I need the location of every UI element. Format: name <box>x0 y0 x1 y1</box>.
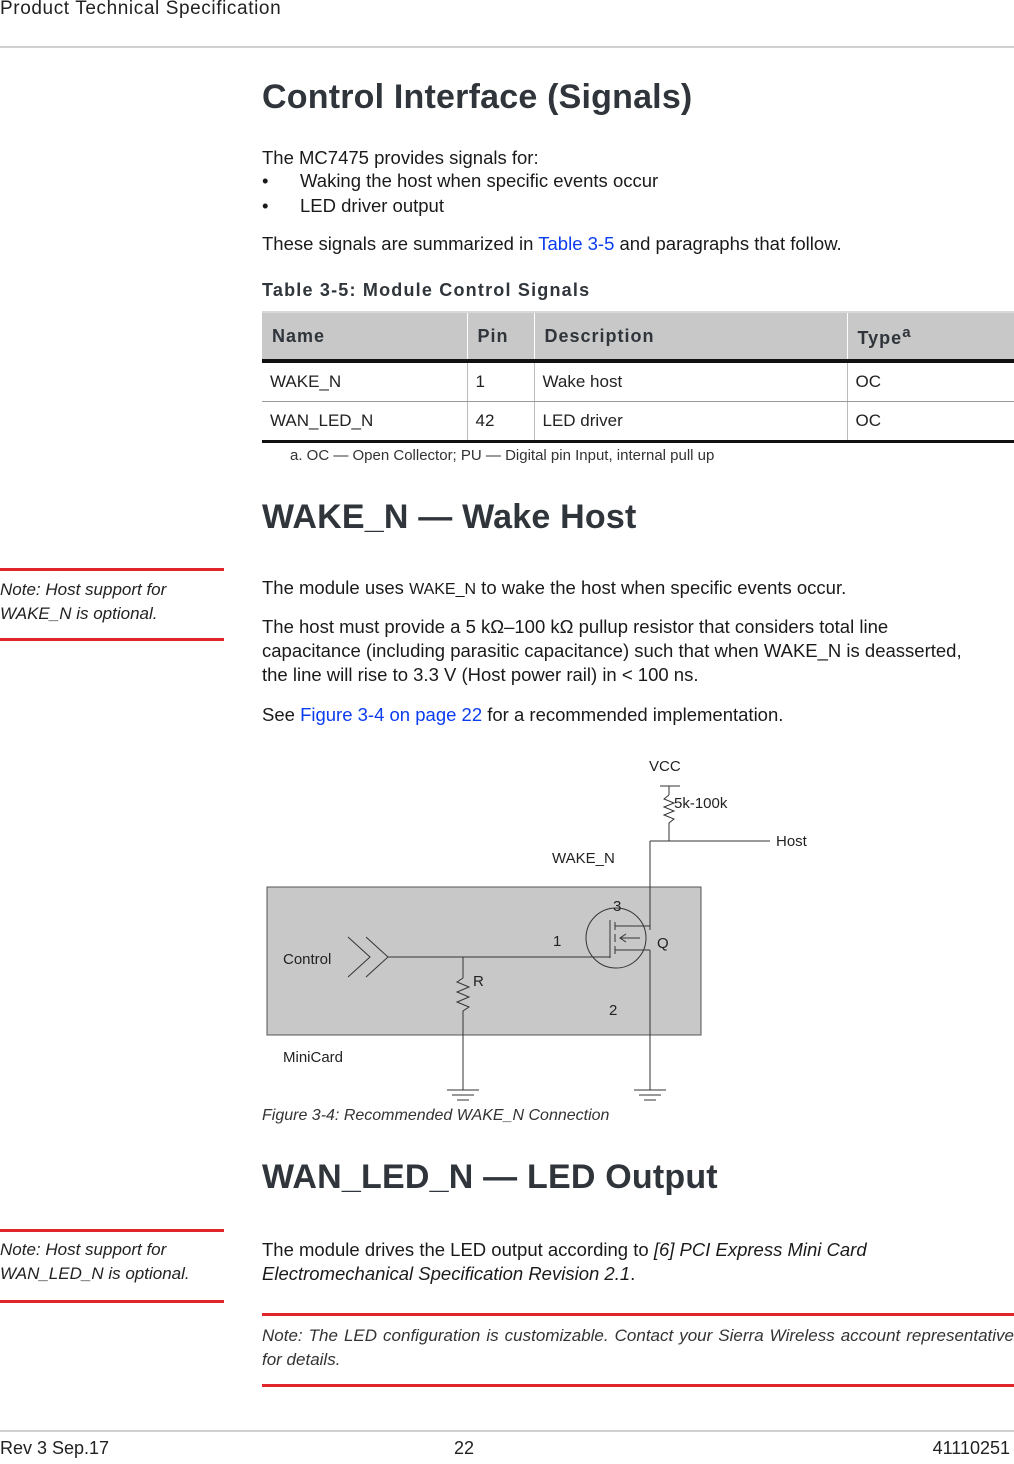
table-header-row <box>262 312 1014 361</box>
wake-n-label: WAKE_N <box>552 850 615 867</box>
cell-type: OC <box>847 361 1014 402</box>
note-rule-bottom <box>0 638 224 641</box>
footer-divider <box>0 1430 1014 1432</box>
bullet-icon: • <box>262 195 269 216</box>
header-divider <box>0 46 1014 48</box>
footer-page-number: 22 <box>454 1438 475 1458</box>
side-note-wake-n: Note: Host support for WAKE_N is optional. <box>0 580 167 623</box>
table-row <box>262 361 1014 402</box>
section-heading-wake-n: WAKE_N — Wake Host <box>262 498 637 536</box>
footnote-marker: a <box>902 323 912 341</box>
column-header-name: Name <box>262 312 467 361</box>
vcc-label: VCC <box>649 758 681 775</box>
spec-reference: [6] PCI Express Mini Card Electromechanical Specification Revision 2.1 <box>262 1239 867 1284</box>
host-label: Host <box>776 833 807 850</box>
note-rule-top <box>0 1229 224 1232</box>
wake-n-paragraph-3: See Figure 3-4 on page 22 for a recommended implementation. <box>262 704 784 725</box>
summary-paragraph: These signals are summarized in Table 3-5 and paragraphs that follow. <box>262 233 842 254</box>
cell-pin: 1 <box>467 361 534 402</box>
inline-note-rule-top <box>262 1313 1014 1316</box>
wake-n-circuit-diagram <box>260 750 820 1110</box>
cell-pin: 42 <box>467 402 534 442</box>
note-rule-top <box>0 568 224 571</box>
pin-3-label: 3 <box>613 898 622 915</box>
signal-name: WAKE_N <box>409 581 477 598</box>
resistor-r-label: R <box>473 973 484 990</box>
control-label: Control <box>283 951 332 968</box>
wake-n-paragraph-2: The host must provide a 5 kΩ–100 kΩ pullup resistor that considers total line capacitance (including parasitic capacitance) such that when WAKE_N is deasserted, the line will rise to 3.3 V (Host power rail) in < 100 ns. <box>262 616 962 685</box>
resistor-value-label: 5k-100k <box>674 795 728 812</box>
figure-3-4-link[interactable]: Figure 3-4 on page 22 <box>300 704 483 725</box>
side-note-wan-led-n: Note: Host support for WAN_LED_N is optional. <box>0 1240 190 1283</box>
pin-1-label: 1 <box>553 933 562 950</box>
column-header-pin: Pin <box>467 312 534 361</box>
pin-2-label: 2 <box>609 1002 618 1019</box>
table-3-5-link[interactable]: Table 3-5 <box>538 233 615 254</box>
cell-description: LED driver <box>534 402 847 442</box>
inline-note-led-config: Note: The LED configuration is customizable. Contact your Sierra Wireless account representative for details. <box>262 1326 1014 1369</box>
bullet-icon: • <box>262 170 269 191</box>
section-heading-control-interface: Control Interface (Signals) <box>262 78 693 116</box>
note-rule-bottom <box>0 1300 224 1303</box>
table-row <box>262 402 1014 442</box>
section-heading-wan-led-n: WAN_LED_N — LED Output <box>262 1158 718 1196</box>
column-header-type: Type$^a$ <box>847 312 1014 361</box>
pullup-resistor <box>664 795 674 841</box>
minicard-label: MiniCard <box>283 1049 344 1066</box>
intro-paragraph: The MC7475 provides signals for: <box>262 147 539 168</box>
wake-n-paragraph-1: The module uses WAKE_N to wake the host when specific events occur. <box>262 577 847 598</box>
inline-note-rule-bottom <box>262 1384 1014 1387</box>
cell-name: WAKE_N <box>262 361 467 402</box>
table-caption: Table 3-5: Module Control Signals <box>262 280 591 300</box>
figure-caption: Figure 3-4: Recommended WAKE_N Connection <box>262 1107 610 1124</box>
footer-document-number: 41110251 <box>932 1438 1010 1458</box>
column-header-description: Description <box>534 312 847 361</box>
cell-description: Wake host <box>534 361 847 402</box>
table-footnote: a. OC — Open Collector; PU — Digital pin Input, internal pull up <box>290 447 715 464</box>
transistor-q-label: Q <box>657 935 669 952</box>
cell-type: OC <box>847 402 1014 442</box>
footer-revision: Rev 3 Sep.17 <box>0 1438 110 1458</box>
document-header-title: Product Technical Specification <box>0 0 282 19</box>
wan-led-n-paragraph: The module drives the LED output according to [6] PCI Express Mini Card Electromechanical Specification Revision 2.1. <box>262 1239 867 1284</box>
cell-name: WAN_LED_N <box>262 402 467 442</box>
module-control-signals-table <box>262 311 1014 443</box>
